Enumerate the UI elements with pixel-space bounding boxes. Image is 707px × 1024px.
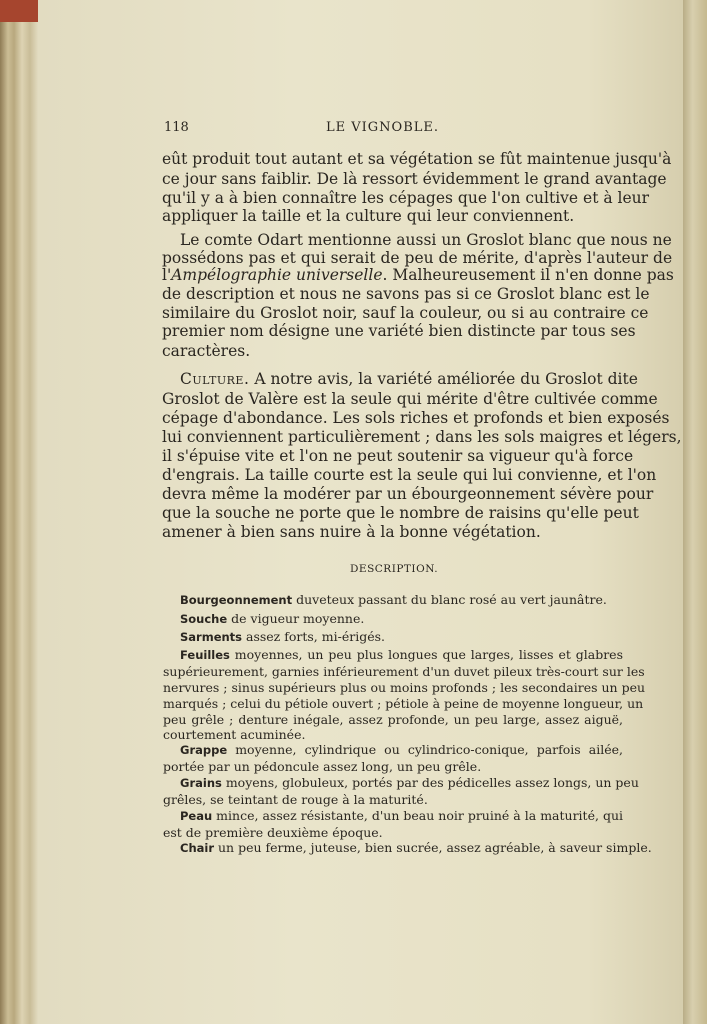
description-term: Feuilles: [180, 648, 230, 662]
text-line: d'engrais. La taille courte est la seule qui lui convienne, et l'on: [162, 466, 657, 484]
description-term: Bourgeonnement: [180, 593, 293, 607]
text-line: cépage d'abondance. Les sols riches et profonds et bien exposés: [162, 409, 670, 427]
text-line: lui conviennent particulièrement ; dans les sols maigres et légers,: [162, 428, 682, 446]
description-text: supérieurement, garnies inférieurement d'un duvet pileux très-court sur les: [163, 664, 645, 679]
running-title: LE VIGNOBLE.: [326, 120, 440, 135]
description-line: [163, 680, 646, 696]
description-line: [163, 792, 623, 808]
description-line: [180, 592, 623, 608]
description-text: un peu ferme, juteuse, bien sucrée, assez agréable, à saveur simple.: [214, 840, 652, 855]
description-line: [163, 696, 644, 712]
description-line: [180, 775, 639, 791]
bookmark-tab: [0, 0, 40, 22]
description-line: [180, 629, 623, 645]
description-text: de vigueur moyenne.: [227, 611, 365, 626]
text-line: caractères.: [162, 342, 251, 360]
text-line: appliquer la taille et la culture qui leur conviennent.: [162, 207, 575, 225]
description-term: Grappe: [180, 743, 228, 757]
description-heading: DESCRIPTION.: [350, 563, 439, 575]
description-text: grêles, se teintant de rouge à la maturité.: [163, 792, 428, 807]
text-line: devra même la modérer par un ébourgeonnement sévère pour: [162, 485, 654, 503]
description-line: [163, 825, 623, 841]
description-line: [180, 611, 623, 627]
description-term: Souche: [180, 612, 228, 626]
book-title: Ampélographie universelle: [171, 266, 383, 284]
description-text: duveteux passant du blanc rosé au vert jaunâtre.: [292, 592, 607, 607]
text-line: de description et nous ne savons pas si ce Groslot blanc est le: [162, 285, 650, 303]
text-span: . Malheureusement il n'en donne pas: [382, 266, 674, 284]
text-line: qu'il y a à bien connaître les cépages que l'on cultive et à leur: [162, 189, 650, 207]
description-text: courtement acuminée.: [163, 727, 306, 742]
text-line: premier nom désigne une variété bien distincte par tous ses: [162, 322, 636, 340]
description-line: [163, 727, 623, 743]
description-text: moyenne, cylindrique ou cylindrico-conique, parfois ailée,: [227, 742, 623, 757]
description-line: [180, 808, 623, 824]
text-line: amener à bien sans nuire à la bonne végétation.: [162, 523, 541, 541]
text-line: Le comte Odart mentionne aussi un Groslot blanc que nous ne: [180, 231, 672, 249]
description-text: est de première deuxième époque.: [163, 825, 383, 840]
text-span: l': [162, 266, 172, 284]
description-text: marqués ; celui du pétiole ouvert ; pétiole à peine de moyenne longueur, un: [163, 696, 644, 711]
description-text: mince, assez résistante, d'un beau noir pruiné à la maturité, qui: [212, 808, 623, 823]
section-label: Culture.: [180, 370, 250, 388]
description-text: moyennes, un peu plus longues que larges, lisses et glabres: [229, 647, 623, 662]
description-line: [163, 664, 645, 680]
text-line: il s'épuise vite et l'on ne peut soutenir sa vigueur qu'à force: [162, 447, 634, 465]
description-text: moyens, globuleux, portés par des pédicelles assez longs, un peu: [221, 775, 639, 790]
description-line: [180, 840, 652, 856]
text-line: que la souche ne porte que le nombre de raisins qu'elle peut: [162, 504, 639, 522]
page-stack-edge: [0, 0, 38, 1024]
description-term: Grains: [180, 776, 222, 790]
description-text: nervures ; sinus supérieurs plus ou moins profonds ; les secondaires un peu: [163, 680, 646, 695]
description-line: [163, 759, 623, 775]
text-line: possédons pas et qui serait de peu de mérite, d'après l'auteur de: [162, 249, 673, 267]
description-term: Peau: [180, 809, 213, 823]
description-term: Chair: [180, 841, 215, 855]
description-text: assez forts, mi-érigés.: [242, 629, 385, 644]
description-text: peu grêle ; denture inégale, assez profonde, un peu large, assez aiguë,: [163, 712, 623, 727]
description-text: portée par un pédoncule assez long, un peu grêle.: [163, 759, 482, 774]
description-line: [180, 647, 623, 663]
text-line: [180, 370, 638, 389]
text-span: A notre avis, la variété améliorée du Groslot dite: [249, 370, 638, 388]
description-line: [180, 742, 623, 758]
text-line: ce jour sans faiblir. De là ressort évidemment le grand avantage: [162, 170, 667, 188]
description-line: [163, 712, 623, 728]
text-line: eût produit tout autant et sa végétation se fût maintenue jusqu'à: [162, 150, 672, 168]
text-line: Groslot de Valère est la seule qui mérite d'être cultivée comme: [162, 390, 658, 408]
facing-page-edge: [683, 0, 707, 1024]
description-term: Sarments: [180, 630, 243, 644]
text-line: similaire du Groslot noir, sauf la couleur, ou si au contraire ce: [162, 304, 649, 322]
text-line: [162, 266, 674, 285]
page-number: 118: [164, 120, 189, 135]
